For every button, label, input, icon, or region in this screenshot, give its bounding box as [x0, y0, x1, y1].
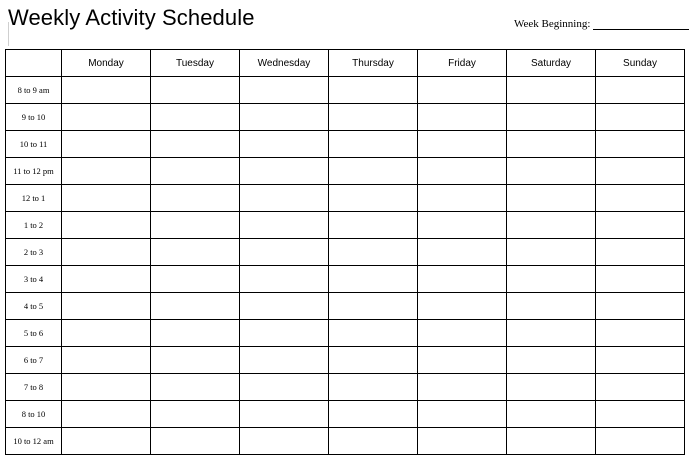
schedule-cell-monday[interactable]	[62, 77, 151, 104]
corner-cell	[6, 50, 62, 77]
time-slot-label: 4 to 5	[6, 293, 62, 320]
schedule-cell-saturday[interactable]	[507, 212, 596, 239]
schedule-cell-wednesday[interactable]	[240, 239, 329, 266]
schedule-cell-thursday[interactable]	[329, 374, 418, 401]
time-slot-label: 8 to 9 am	[6, 77, 62, 104]
schedule-cell-wednesday[interactable]	[240, 158, 329, 185]
schedule-cell-sunday[interactable]	[596, 266, 685, 293]
schedule-cell-wednesday[interactable]	[240, 320, 329, 347]
schedule-cell-friday[interactable]	[418, 401, 507, 428]
schedule-cell-tuesday[interactable]	[151, 185, 240, 212]
schedule-cell-saturday[interactable]	[507, 239, 596, 266]
schedule-cell-thursday[interactable]	[329, 212, 418, 239]
table-row	[6, 131, 685, 158]
table-row	[6, 239, 685, 266]
schedule-table	[5, 49, 685, 455]
schedule-cell-saturday[interactable]	[507, 266, 596, 293]
table-row	[6, 320, 685, 347]
table-row	[6, 401, 685, 428]
time-slot-label: 12 to 1	[6, 185, 62, 212]
table-row	[6, 374, 685, 401]
week-beginning-input-line[interactable]	[593, 17, 689, 30]
schedule-cell-wednesday[interactable]	[240, 77, 329, 104]
schedule-cell-monday[interactable]	[62, 185, 151, 212]
schedule-cell-sunday[interactable]	[596, 293, 685, 320]
schedule-cell-monday[interactable]	[62, 266, 151, 293]
schedule-header-row	[6, 50, 685, 77]
schedule-cell-monday[interactable]	[62, 428, 151, 455]
schedule-cell-monday[interactable]	[62, 212, 151, 239]
time-slot-label: 8 to 10	[6, 401, 62, 428]
schedule-cell-sunday[interactable]	[596, 320, 685, 347]
schedule-cell-wednesday[interactable]	[240, 212, 329, 239]
schedule-body	[6, 77, 685, 455]
schedule-cell-tuesday[interactable]	[151, 77, 240, 104]
schedule-cell-tuesday[interactable]	[151, 131, 240, 158]
schedule-cell-friday[interactable]	[418, 347, 507, 374]
table-row	[6, 104, 685, 131]
schedule-cell-sunday[interactable]	[596, 374, 685, 401]
schedule-cell-friday[interactable]	[418, 293, 507, 320]
time-slot-label: 9 to 10	[6, 104, 62, 131]
day-header-monday: Monday	[62, 50, 151, 77]
schedule-cell-saturday[interactable]	[507, 104, 596, 131]
schedule-cell-thursday[interactable]	[329, 428, 418, 455]
schedule-cell-sunday[interactable]	[596, 131, 685, 158]
table-row	[6, 266, 685, 293]
page-title: Weekly Activity Schedule	[8, 5, 255, 30]
schedule-cell-sunday[interactable]	[596, 347, 685, 374]
schedule-cell-monday[interactable]	[62, 401, 151, 428]
schedule-cell-friday[interactable]	[418, 77, 507, 104]
schedule-cell-monday[interactable]	[62, 104, 151, 131]
schedule-cell-wednesday[interactable]	[240, 347, 329, 374]
schedule-cell-monday[interactable]	[62, 293, 151, 320]
schedule-cell-wednesday[interactable]	[240, 104, 329, 131]
schedule-cell-tuesday[interactable]	[151, 104, 240, 131]
schedule-cell-saturday[interactable]	[507, 428, 596, 455]
schedule-cell-sunday[interactable]	[596, 239, 685, 266]
time-slot-label: 7 to 8	[6, 374, 62, 401]
day-header-tuesday: Tuesday	[151, 50, 240, 77]
day-header-saturday: Saturday	[507, 50, 596, 77]
schedule-cell-thursday[interactable]	[329, 266, 418, 293]
schedule-cell-thursday[interactable]	[329, 347, 418, 374]
schedule-cell-friday[interactable]	[418, 428, 507, 455]
time-slot-label: 2 to 3	[6, 239, 62, 266]
schedule-cell-friday[interactable]	[418, 320, 507, 347]
table-row	[6, 77, 685, 104]
schedule-cell-friday[interactable]	[418, 266, 507, 293]
schedule-cell-friday[interactable]	[418, 185, 507, 212]
schedule-cell-friday[interactable]	[418, 131, 507, 158]
schedule-cell-tuesday[interactable]	[151, 347, 240, 374]
time-slot-label: 10 to 12 am	[6, 428, 62, 455]
schedule-cell-sunday[interactable]	[596, 77, 685, 104]
schedule-cell-thursday[interactable]	[329, 104, 418, 131]
schedule-cell-tuesday[interactable]	[151, 266, 240, 293]
schedule-cell-tuesday[interactable]	[151, 401, 240, 428]
schedule-cell-wednesday[interactable]	[240, 428, 329, 455]
day-header-wednesday: Wednesday	[240, 50, 329, 77]
schedule-cell-friday[interactable]	[418, 239, 507, 266]
schedule-cell-thursday[interactable]	[329, 320, 418, 347]
schedule-cell-monday[interactable]	[62, 320, 151, 347]
schedule-cell-sunday[interactable]	[596, 428, 685, 455]
time-slot-label: 3 to 4	[6, 266, 62, 293]
table-row	[6, 212, 685, 239]
schedule-cell-saturday[interactable]	[507, 293, 596, 320]
table-row	[6, 293, 685, 320]
schedule-cell-sunday[interactable]	[596, 401, 685, 428]
schedule-cell-thursday[interactable]	[329, 131, 418, 158]
title-divider	[8, 22, 9, 46]
schedule-cell-wednesday[interactable]	[240, 266, 329, 293]
schedule-cell-thursday[interactable]	[329, 77, 418, 104]
schedule-cell-tuesday[interactable]	[151, 158, 240, 185]
schedule-cell-tuesday[interactable]	[151, 374, 240, 401]
schedule-cell-friday[interactable]	[418, 104, 507, 131]
schedule-cell-tuesday[interactable]	[151, 212, 240, 239]
schedule-cell-saturday[interactable]	[507, 185, 596, 212]
schedule-cell-thursday[interactable]	[329, 239, 418, 266]
schedule-cell-wednesday[interactable]	[240, 293, 329, 320]
schedule-cell-sunday[interactable]	[596, 104, 685, 131]
table-row	[6, 347, 685, 374]
schedule-cell-saturday[interactable]	[507, 158, 596, 185]
time-slot-label: 10 to 11	[6, 131, 62, 158]
schedule-cell-friday[interactable]	[418, 212, 507, 239]
schedule-cell-friday[interactable]	[418, 158, 507, 185]
schedule-cell-saturday[interactable]	[507, 77, 596, 104]
schedule-cell-sunday[interactable]	[596, 185, 685, 212]
schedule-cell-wednesday[interactable]	[240, 401, 329, 428]
time-slot-label: 5 to 6	[6, 320, 62, 347]
schedule-cell-thursday[interactable]	[329, 158, 418, 185]
schedule-cell-monday[interactable]	[62, 239, 151, 266]
schedule-cell-saturday[interactable]	[507, 131, 596, 158]
schedule-cell-saturday[interactable]	[507, 374, 596, 401]
schedule-cell-monday[interactable]	[62, 158, 151, 185]
week-beginning-field	[514, 17, 689, 30]
day-header-friday: Friday	[418, 50, 507, 77]
schedule-cell-tuesday[interactable]	[151, 320, 240, 347]
schedule-cell-saturday[interactable]	[507, 347, 596, 374]
schedule-cell-tuesday[interactable]	[151, 293, 240, 320]
schedule-cell-thursday[interactable]	[329, 293, 418, 320]
schedule-cell-tuesday[interactable]	[151, 239, 240, 266]
schedule-cell-monday[interactable]	[62, 347, 151, 374]
schedule-cell-wednesday[interactable]	[240, 185, 329, 212]
time-slot-label: 6 to 7	[6, 347, 62, 374]
schedule-cell-sunday[interactable]	[596, 212, 685, 239]
schedule-cell-wednesday[interactable]	[240, 131, 329, 158]
schedule-cell-sunday[interactable]	[596, 158, 685, 185]
table-row	[6, 428, 685, 455]
table-row	[6, 158, 685, 185]
schedule-cell-monday[interactable]	[62, 374, 151, 401]
schedule-cell-saturday[interactable]	[507, 320, 596, 347]
schedule-cell-friday[interactable]	[418, 374, 507, 401]
time-slot-label: 1 to 2	[6, 212, 62, 239]
day-header-sunday: Sunday	[596, 50, 685, 77]
schedule-cell-saturday[interactable]	[507, 401, 596, 428]
schedule-cell-thursday[interactable]	[329, 401, 418, 428]
table-row	[6, 185, 685, 212]
week-beginning-label: Week Beginning:	[514, 18, 591, 30]
schedule-cell-tuesday[interactable]	[151, 428, 240, 455]
day-header-thursday: Thursday	[329, 50, 418, 77]
schedule-cell-thursday[interactable]	[329, 185, 418, 212]
schedule-cell-wednesday[interactable]	[240, 374, 329, 401]
schedule-cell-monday[interactable]	[62, 131, 151, 158]
time-slot-label: 11 to 12 pm	[6, 158, 62, 185]
